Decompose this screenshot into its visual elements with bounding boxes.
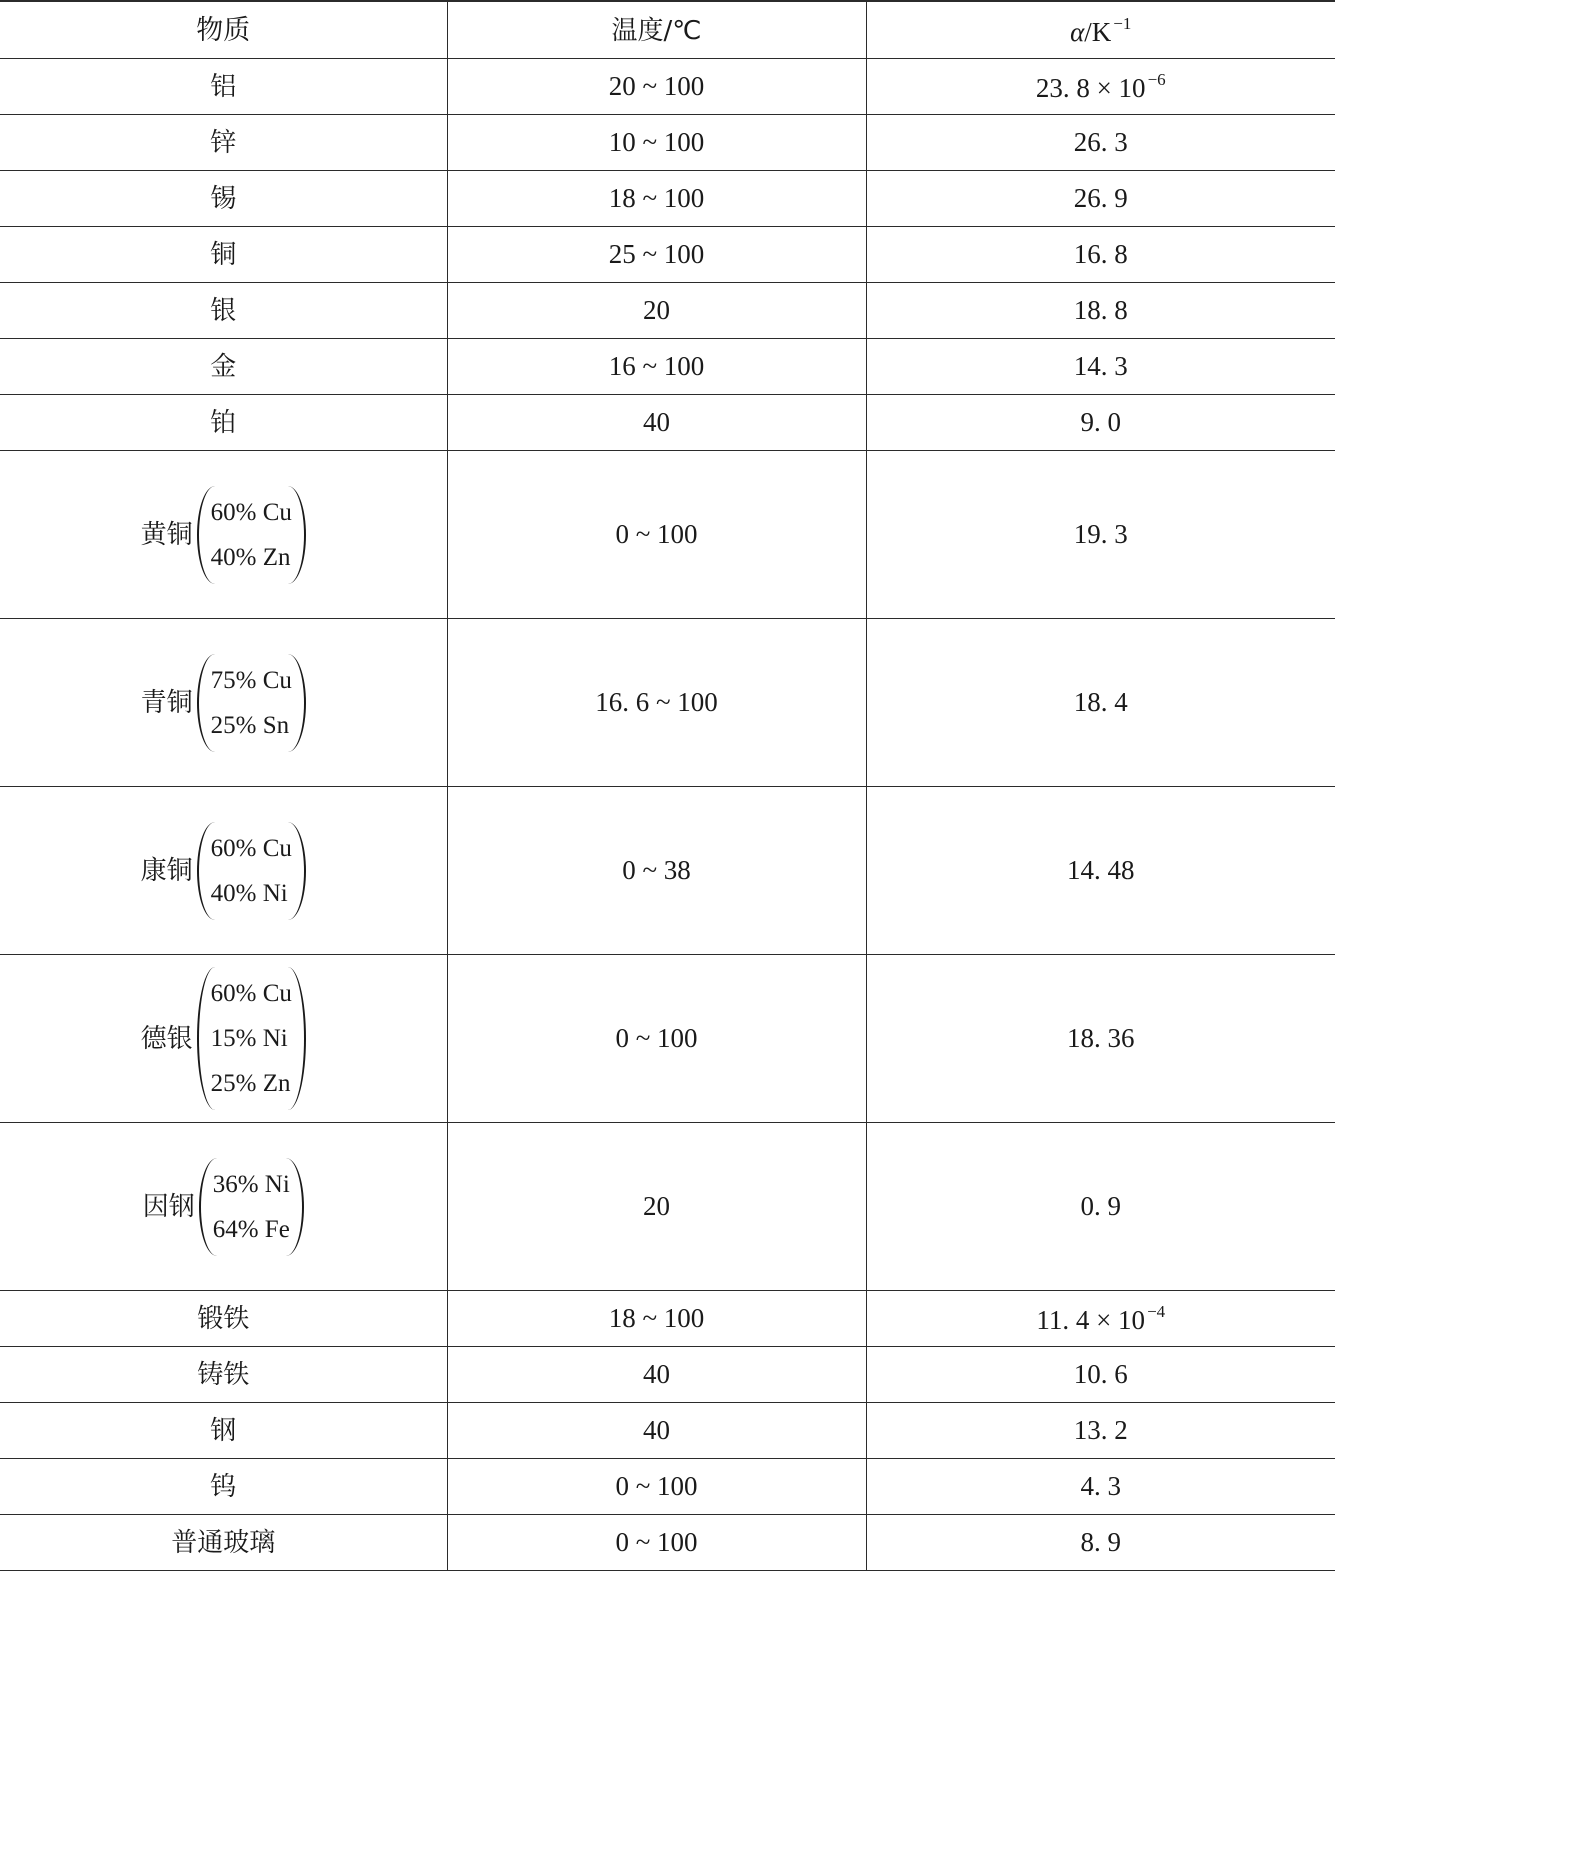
table-body xyxy=(0,59,1335,1571)
composition-line: 40% Zn xyxy=(210,543,291,571)
alpha-value: 18. 8 xyxy=(1073,295,1128,325)
cell-substance xyxy=(0,59,447,115)
composition-bracket xyxy=(197,654,306,752)
cell-substance xyxy=(0,395,447,451)
alloy-name: 黄铜 xyxy=(140,519,193,550)
substance-name: 锌 xyxy=(210,128,237,158)
alpha-value: 23. 8 × 10 xyxy=(1035,73,1146,103)
cell-temperature: 0 ~ 100 xyxy=(447,955,866,1123)
alpha-value: 19. 3 xyxy=(1073,519,1128,549)
cell-substance xyxy=(0,1515,447,1571)
alpha-exponent: −6 xyxy=(1147,70,1166,89)
alpha-value: 13. 2 xyxy=(1073,1415,1128,1445)
table-row xyxy=(0,283,1335,339)
substance-name: 铂 xyxy=(210,408,237,438)
alpha-value: 4. 3 xyxy=(1080,1471,1121,1501)
substance-name: 钨 xyxy=(210,1472,237,1502)
composition-line: 60% Cu xyxy=(210,834,292,862)
alpha-value: 14. 3 xyxy=(1073,351,1128,381)
cell-temperature: 18 ~ 100 xyxy=(447,171,866,227)
substance-name: 铝 xyxy=(210,72,237,102)
table-row xyxy=(0,1347,1335,1403)
table-row xyxy=(0,59,1335,115)
table-row xyxy=(0,395,1335,451)
alloy-label xyxy=(141,822,306,920)
composition-line: 15% Ni xyxy=(210,1025,288,1052)
table-row xyxy=(0,1515,1335,1571)
alpha-value: 14. 48 xyxy=(1067,855,1135,885)
composition-line: 40% Ni xyxy=(210,879,288,907)
composition-line: 36% Ni xyxy=(212,1170,290,1198)
substance-name: 锡 xyxy=(210,184,237,214)
cell-temperature: 0 ~ 100 xyxy=(447,451,866,619)
alloy-label xyxy=(141,967,306,1110)
cell-substance xyxy=(0,227,447,283)
substance-name: 普通玻璃 xyxy=(171,1528,276,1558)
cell-alpha xyxy=(866,451,1335,619)
alpha-value: 10. 6 xyxy=(1073,1359,1128,1389)
cell-temperature: 16. 6 ~ 100 xyxy=(447,619,866,787)
cell-substance xyxy=(0,171,447,227)
cell-substance xyxy=(0,451,447,619)
cell-substance xyxy=(0,1347,447,1403)
substance-name: 银 xyxy=(210,296,237,326)
alloy-label xyxy=(141,486,306,584)
cell-temperature: 40 xyxy=(447,1403,866,1459)
cell-alpha xyxy=(866,1347,1335,1403)
composition-line: 64% Fe xyxy=(212,1215,290,1243)
table-row xyxy=(0,1123,1335,1291)
table-header-row xyxy=(0,1,1335,59)
cell-alpha xyxy=(866,339,1335,395)
header-alpha xyxy=(866,1,1335,59)
alpha-value: 18. 36 xyxy=(1067,1023,1135,1053)
substance-name: 金 xyxy=(210,352,237,382)
table-row xyxy=(0,451,1335,619)
alpha-value: 0. 9 xyxy=(1080,1191,1121,1221)
cell-substance xyxy=(0,283,447,339)
cell-substance xyxy=(0,339,447,395)
cell-alpha xyxy=(866,283,1335,339)
cell-alpha xyxy=(866,1403,1335,1459)
table-row xyxy=(0,1291,1335,1347)
cell-temperature: 20 xyxy=(447,283,866,339)
cell-alpha xyxy=(866,955,1335,1123)
cell-alpha xyxy=(866,171,1335,227)
composition-bracket xyxy=(197,822,306,920)
composition-line: 25% Sn xyxy=(210,711,290,739)
cell-alpha xyxy=(866,1123,1335,1291)
alloy-label xyxy=(143,1158,304,1256)
composition-line: 60% Cu xyxy=(210,498,292,526)
substance-name: 铜 xyxy=(210,240,237,270)
alpha-exponent: −4 xyxy=(1147,1302,1166,1321)
table-row xyxy=(0,227,1335,283)
cell-alpha xyxy=(866,395,1335,451)
alpha-value: 9. 0 xyxy=(1080,407,1121,437)
cell-substance xyxy=(0,787,447,955)
composition-line: 75% Cu xyxy=(210,666,292,694)
substance-name: 钢 xyxy=(210,1416,237,1446)
table-row xyxy=(0,171,1335,227)
table-row xyxy=(0,339,1335,395)
table-row xyxy=(0,1459,1335,1515)
alpha-value: 16. 8 xyxy=(1073,239,1128,269)
header-alpha-symbol: α xyxy=(1070,16,1085,47)
substance-name: 锻铁 xyxy=(197,1304,250,1334)
header-temperature-text: 温度/℃ xyxy=(611,15,702,46)
cell-temperature: 25 ~ 100 xyxy=(447,227,866,283)
header-alpha-unit: /K xyxy=(1084,16,1112,47)
alloy-name: 青铜 xyxy=(140,687,193,718)
cell-substance xyxy=(0,619,447,787)
cell-temperature: 0 ~ 100 xyxy=(447,1515,866,1571)
alpha-value: 26. 9 xyxy=(1073,183,1128,213)
table-row xyxy=(0,619,1335,787)
alpha-value: 11. 4 × 10 xyxy=(1036,1305,1146,1335)
cell-temperature: 20 ~ 100 xyxy=(447,59,866,115)
composition-line: 25% Zn xyxy=(210,1070,291,1097)
cell-alpha xyxy=(866,1515,1335,1571)
cell-alpha xyxy=(866,787,1335,955)
cell-alpha xyxy=(866,59,1335,115)
table-row xyxy=(0,1403,1335,1459)
cell-temperature: 18 ~ 100 xyxy=(447,1291,866,1347)
alloy-name: 德银 xyxy=(140,1023,193,1054)
alloy-name: 康铜 xyxy=(140,855,193,886)
composition-bracket xyxy=(197,967,306,1110)
cell-substance xyxy=(0,1459,447,1515)
cell-substance xyxy=(0,1291,447,1347)
cell-substance xyxy=(0,955,447,1123)
cell-substance xyxy=(0,115,447,171)
table-row xyxy=(0,787,1335,955)
cell-temperature: 20 xyxy=(447,1123,866,1291)
cell-temperature: 40 xyxy=(447,395,866,451)
cell-alpha xyxy=(866,1459,1335,1515)
cell-alpha xyxy=(866,1291,1335,1347)
cell-substance xyxy=(0,1403,447,1459)
composition-bracket xyxy=(199,1158,304,1256)
cell-temperature: 0 ~ 38 xyxy=(447,787,866,955)
cell-temperature: 10 ~ 100 xyxy=(447,115,866,171)
header-substance: 物质 xyxy=(0,1,447,59)
cell-temperature: 16 ~ 100 xyxy=(447,339,866,395)
cell-alpha xyxy=(866,619,1335,787)
header-alpha-unit-exponent: −1 xyxy=(1113,13,1132,33)
alloy-label xyxy=(141,654,306,752)
alpha-value: 18. 4 xyxy=(1073,687,1128,717)
header-temperature xyxy=(447,1,866,59)
composition-bracket xyxy=(197,486,306,584)
alpha-value: 8. 9 xyxy=(1080,1527,1121,1557)
alloy-name: 因钢 xyxy=(142,1191,195,1222)
cell-substance xyxy=(0,1123,447,1291)
cell-temperature: 40 xyxy=(447,1347,866,1403)
composition-line: 60% Cu xyxy=(210,980,292,1007)
cell-alpha xyxy=(866,227,1335,283)
table-row xyxy=(0,955,1335,1123)
alpha-value: 26. 3 xyxy=(1073,127,1128,157)
substance-name: 铸铁 xyxy=(197,1360,250,1390)
table-row xyxy=(0,115,1335,171)
cell-alpha xyxy=(866,115,1335,171)
cell-temperature: 0 ~ 100 xyxy=(447,1459,866,1515)
